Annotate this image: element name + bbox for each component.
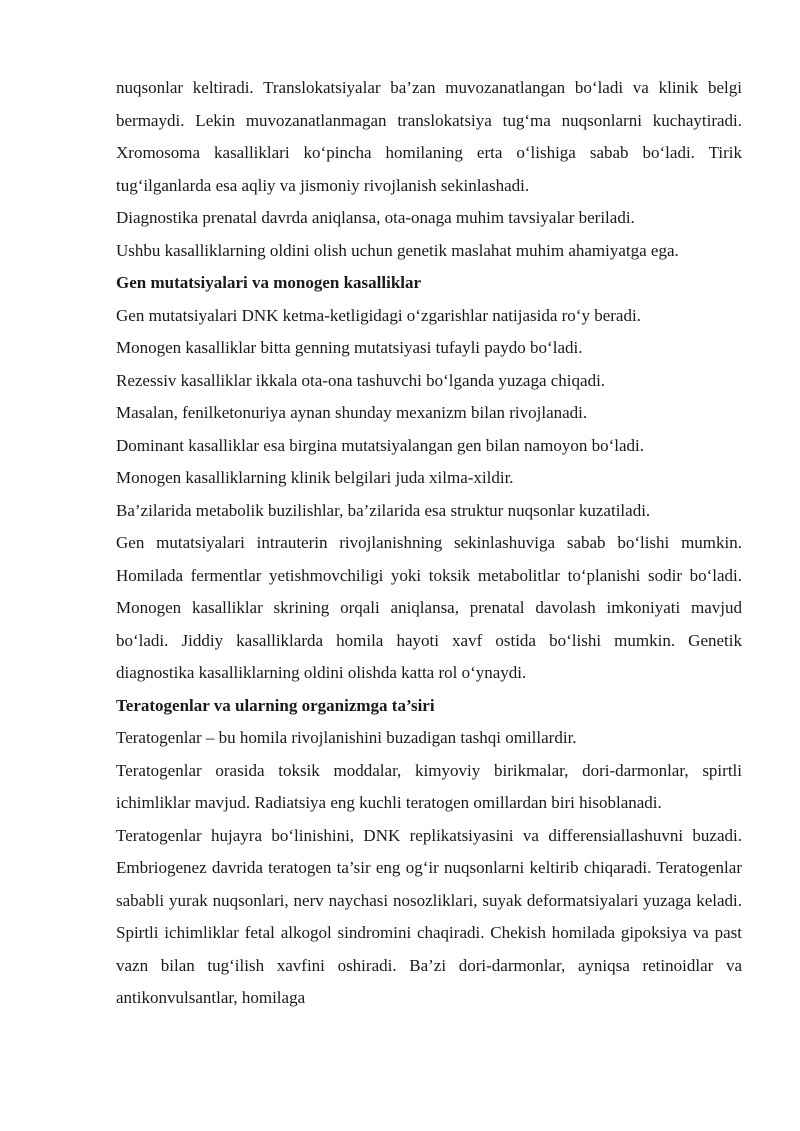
paragraph-dominant-diseases: Dominant kasalliklar esa birgina mutatsiyalangan gen bilan namoyon bo‘ladi. [116, 435, 644, 455]
paragraph-prenatal-diagnostics: Diagnostika prenatal davrda aniqlansa, ota-onaga muhim tavsiyalar beriladi. [116, 208, 635, 227]
paragraph-recessive-diseases: Rezessiv kasalliklar ikkala ota-ona tashuvchi bo‘lganda yuzaga chiqadi. [116, 370, 606, 390]
paragraph-genetic-counseling: Ushbu kasalliklarning oldini olish uchun genetik maslahat muhim ahamiyatga ega. [116, 240, 679, 260]
paragraph-monogenic-diseases: Monogen kasalliklar bitta genning mutatsiyasi tufayli paydo bo‘ladi. [116, 338, 583, 357]
paragraph-phenylketonuria: Masalan, fenilketonuriya aynan shunday mexanizm bilan rivojlanadi. [116, 403, 588, 422]
paragraph-gene-mutations-definition: Gen mutatsiyalari DNK ketma-ketligidagi o‘zgarishlar natijasida ro‘y beradi. [116, 305, 641, 325]
paragraph-teratogen-effects: Teratogenlar hujayra bo‘linishini, DNK replikatsiyasini va differensiallashuvni buzadi. Embriogenez davrida teratogen ta’sir eng og‘ir nuqsonlarni keltirib chiqaradi. Teratogenlar sababli yurak nuqsonlari, nerv naychasi nosozliklari, suyak deformatsiyalari yuzaga keladi. Spirtli ichimliklar fetal alkogol sindromini chaqiradi. Chekish homilada gipoksiya va past vazn bilan tug‘ilish xavfini oshiradi. Ba’zi dori-darmonlar, ayniqsa retinoidlar va antikonvulsantlar, homilaga [116, 825, 742, 1007]
section-heading-teratogens: Teratogenlar va ularning organizmga ta’siri [116, 695, 435, 715]
paragraph-teratogens-definition: Teratogenlar – bu homila rivojlanishini buzadigan tashqi omillardir. [116, 728, 577, 747]
paragraph-teratogen-types: Teratogenlar orasida toksik moddalar, kimyoviy birikmalar, dori-darmonlar, spirtli ichimliklar mavjud. Radiatsiya eng kuchli teratogen omillardan biri hisoblanadi. [116, 760, 742, 812]
section-heading-gene-mutations: Gen mutatsiyalari va monogen kasalliklar [116, 273, 422, 292]
paragraph-chromosome-defects: nuqsonlar keltiradi. Translokatsiyalar ba’zan muvozanatlangan bo‘ladi va klinik belgi bermaydi. Lekin muvozanatlanmagan translokatsiya tug‘ma nuqsonlarni kuchaytiradi. Xromosoma kasalliklari ko‘pincha homilaning erta o‘lishiga sabab bo‘ladi. Tirik tug‘ilganlarda esa aqliy va jismoniy rivojlanish sekinlashadi. [116, 78, 742, 195]
paragraph-metabolic-structural: Ba’zilarida metabolik buzilishlar, ba’zilarida esa struktur nuqsonlar kuzatiladi. [116, 500, 651, 520]
paragraph-intrauterine-effects: Gen mutatsiyalari intrauterin rivojlanishning sekinlashuviga sabab bo‘lishi mumkin. Homilada fermentlar yetishmovchiligi yoki toksik metabolitlar to‘planishi sodir bo‘ladi. Monogen kasalliklar skrining orqali aniqlansa, prenatal davolash imkoniyati mavjud bo‘ladi. Jiddiy kasalliklarda homila hayoti xavf ostida bo‘lishi mumkin. Genetik diagnostika kasalliklarning oldini olishda katta rol o‘ynaydi. [116, 533, 742, 682]
paragraph-clinical-signs: Monogen kasalliklarning klinik belgilari juda xilma-xildir. [116, 468, 514, 487]
document-body [116, 72, 742, 1015]
